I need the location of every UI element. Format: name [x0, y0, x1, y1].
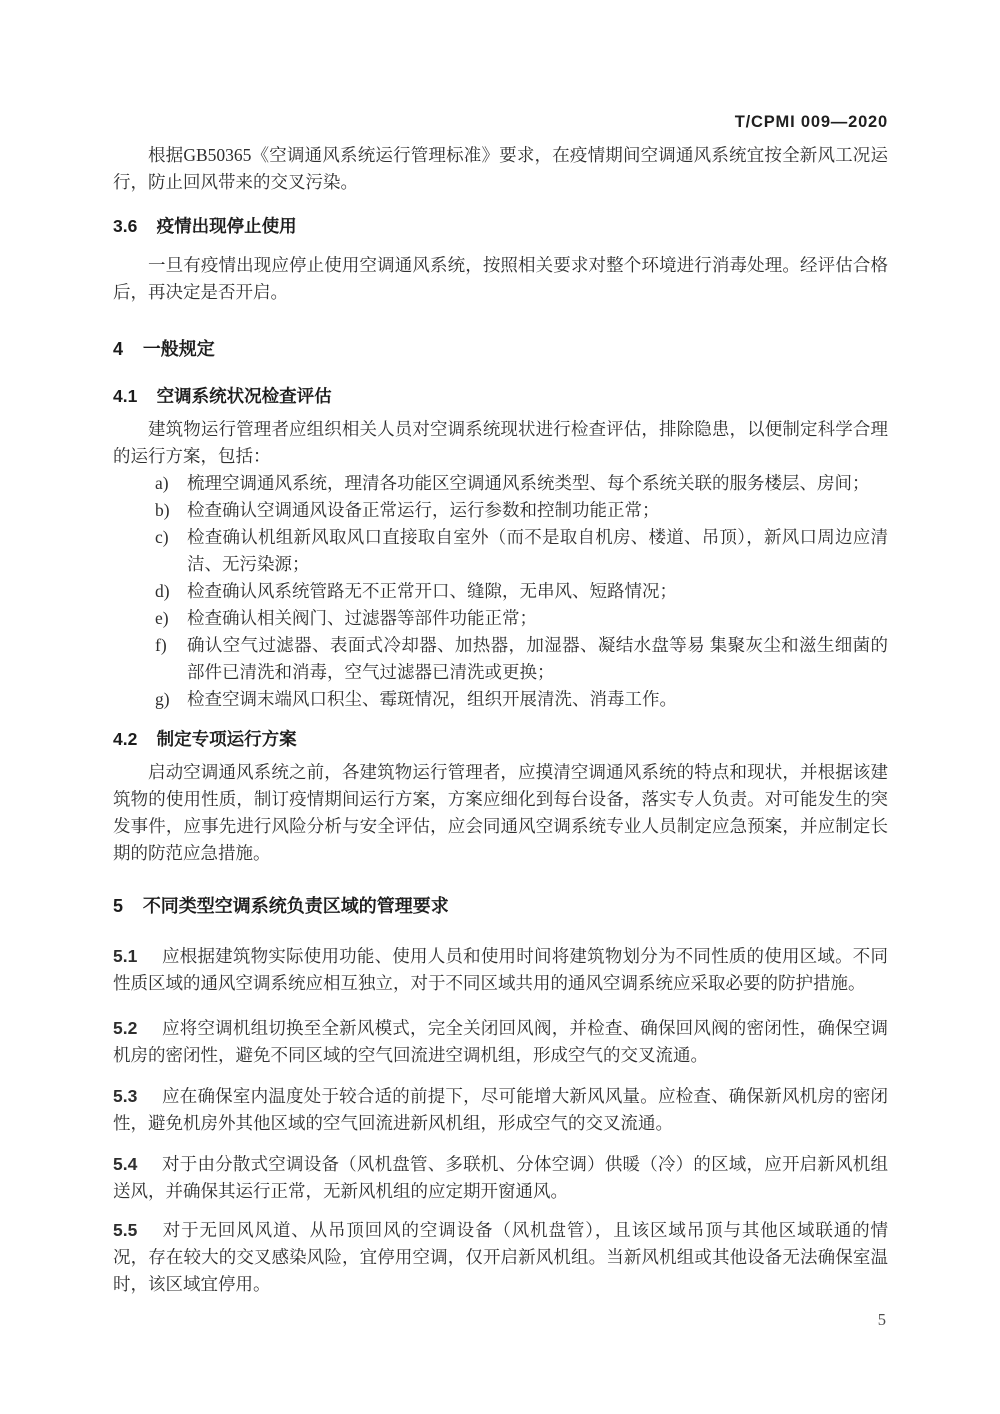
- heading-3-6-title: 疫情出现停止使用: [156, 216, 297, 236]
- list-marker-b: b): [155, 500, 170, 520]
- list-item-e: [113, 605, 888, 632]
- heading-chapter-5: [113, 893, 888, 919]
- heading-chapter-4-number: 4: [113, 339, 124, 359]
- clause-5-4-number: 5.4: [113, 1154, 138, 1174]
- list-item-b: [113, 497, 888, 524]
- clause-5-5: [113, 1217, 888, 1298]
- heading-4-1-number: 4.1: [113, 386, 138, 406]
- clause-5-3: [113, 1083, 888, 1137]
- list-marker-a: a): [155, 473, 169, 493]
- heading-4-1: [113, 384, 888, 408]
- list-item-c-text: 检查确认机组新风取风口直接取自室外（而不是取自机房、楼道、吊顶），新风口周边应清洁、无污染源；: [187, 527, 888, 574]
- list-item-g-text: 检查空调末端风口积尘、霉斑情况，组织开展清洗、消毒工作。: [187, 689, 677, 709]
- page-number: 5: [877, 1310, 886, 1329]
- heading-4-1-title: 空调系统状况检查评估: [156, 386, 332, 406]
- paragraph-4-1: 建筑物运行管理者应组织相关人员对空调系统现状进行检查评估，排除隐患，以便制定科学合理的运行方案，包括：: [113, 419, 888, 466]
- clause-5-3-text: 应在确保室内温度处于较合适的前提下，尽可能增大新风风量。应检查、确保新风机房的密闭性，避免机房外其他区域的空气回流进新风机组，形成空气的交叉流通。: [113, 1086, 888, 1133]
- clause-5-1: [113, 943, 888, 997]
- list-item-d-text: 检查确认风系统管路无不正常开口、缝隙，无串风、短路情况；: [187, 581, 677, 601]
- standard-code-header: T/CPMI 009—2020: [734, 113, 888, 131]
- clause-5-2: [113, 1015, 888, 1069]
- clause-5-4: [113, 1151, 888, 1205]
- list-item-b-text: 检查确认空调通风设备正常运行，运行参数和控制功能正常；: [187, 500, 660, 520]
- intro-paragraph: 根据GB50365《空调通风系统运行管理标准》要求，在疫情期间空调通风系统宜按全新风工况运行，防止回风带来的交叉污染。: [113, 145, 888, 192]
- heading-chapter-5-number: 5: [113, 896, 124, 916]
- list-item-g: [113, 686, 888, 713]
- heading-4-2-number: 4.2: [113, 729, 138, 749]
- list-item-a-text: 梳理空调通风系统，理清各功能区空调通风系统类型、每个系统关联的服务楼层、房间；: [187, 473, 870, 493]
- heading-chapter-5-title: 不同类型空调系统负责区域的管理要求: [142, 896, 449, 916]
- clause-5-2-number: 5.2: [113, 1018, 138, 1038]
- list-marker-c: c): [155, 527, 169, 547]
- heading-4-2-title: 制定专项运行方案: [156, 729, 297, 749]
- clause-5-5-text: 对于无回风风道、从吊顶回风的空调设备（风机盘管），且该区域吊顶与其他区域联通的情况，存在较大的交叉感染风险，宜停用空调，仅开启新风机组。当新风机组或其他设备无法确保室温时，该区域宜停用。: [113, 1220, 888, 1294]
- clause-5-4-text: 对于由分散式空调设备（风机盘管、多联机、分体空调）供暖（冷）的区域，应开启新风机组送风，并确保其运行正常，无新风机组的应定期开窗通风。: [113, 1154, 888, 1201]
- list-marker-f: f): [155, 635, 167, 655]
- paragraph-4-2: 启动空调通风系统之前，各建筑物运行管理者，应摸清空调通风系统的特点和现状，并根据该建筑物的使用性质，制订疫情期间运行方案，方案应细化到每台设备，落实专人负责。对可能发生的突发事件，应事先进行风险分析与安全评估，应会同通风空调系统专业人员制定应急预案，并应制定长期的防范应急措施。: [113, 762, 888, 863]
- list-item-e-text: 检查确认相关阀门、过滤器等部件功能正常；: [187, 608, 537, 628]
- heading-chapter-4-title: 一般规定: [142, 339, 215, 359]
- heading-3-6: [113, 214, 888, 238]
- checklist-4-1: [113, 470, 888, 713]
- list-marker-e: e): [155, 608, 169, 628]
- clause-5-2-text: 应将空调机组切换至全新风模式，完全关闭回风阀，并检查、确保回风阀的密闭性，确保空调机房的密闭性，避免不同区域的空气回流进空调机组，形成空气的交叉流通。: [113, 1018, 888, 1065]
- list-item-f-text: 确认空气过滤器、表面式冷却器、加热器，加湿器、凝结水盘等易 集聚灰尘和滋生细菌的部件已清洗和消毒，空气过滤器已清洗或更换；: [187, 635, 888, 682]
- heading-4-2: [113, 727, 888, 751]
- paragraph-3-6: 一旦有疫情出现应停止使用空调通风系统，按照相关要求对整个环境进行消毒处理。经评估合格后，再决定是否开启。: [113, 255, 888, 302]
- clause-5-1-number: 5.1: [113, 946, 138, 966]
- clause-5-3-number: 5.3: [113, 1086, 138, 1106]
- list-item-d: [113, 578, 888, 605]
- list-marker-d: d): [155, 581, 170, 601]
- list-item-a: [113, 470, 888, 497]
- clause-5-5-number: 5.5: [113, 1220, 138, 1240]
- heading-chapter-4: [113, 336, 888, 362]
- list-item-f: [113, 632, 888, 686]
- heading-3-6-number: 3.6: [113, 216, 138, 236]
- list-item-c: [113, 524, 888, 578]
- clause-5-1-text: 应根据建筑物实际使用功能、使用人员和使用时间将建筑物划分为不同性质的使用区域。不同性质区域的通风空调系统应相互独立，对于不同区域共用的通风空调系统应采取必要的防护措施。: [113, 946, 888, 993]
- list-marker-g: g): [155, 689, 170, 709]
